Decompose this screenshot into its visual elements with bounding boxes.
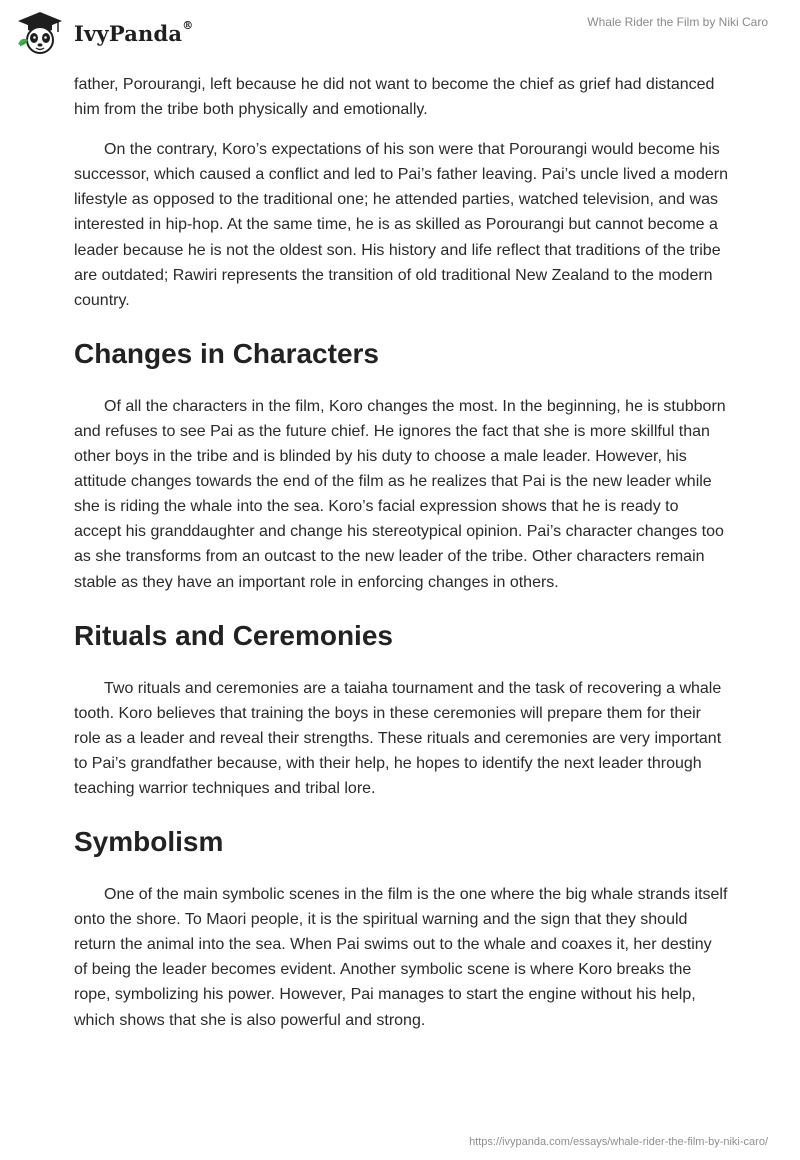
paragraph: Of all the characters in the film, Koro changes the most. In the beginning, he is stubborn and refuses to see Pai as the future chief. He ignores the fact that she is more skillful than other boys in the tribe and is blinded by his duty to choose a male leader. However, his attitude changes towards the end of the film as he realizes that Pai is the new leader while she is riding the whale into the sea. Koro’s facial expression shows that he is ready to accept his granddaughter and change his stereotypical opinion. Pai’s character changes too as she transforms from an outcast to the new leader of the tribe. Other characters remain stable as they have an important role in enforcing changes in others. (74, 397, 726, 591)
paragraph: One of the main symbolic scenes in the film is the one where the big whale strands itself onto the shore. To Maori people, it is the spiritual warning and the sign that they should return the animal into the sea. When Pai swims out to the whale and coaxes it, her destiny of being the leader becomes evident. Another symbolic scene is where Koro breaks the rope, symbolizing his power. However, Pai manages to start the engine without his help, which shows that she is also powerful and strong. (74, 886, 728, 1029)
brand-name: IvyPanda® (74, 18, 194, 46)
paragraph: Two rituals and ceremonies are a taiaha tournament and the task of recovering a whale tooth. Koro believes that training the boys in these ceremonies will prepare them for their role as a leader and reveal their strengths. These rituals and ceremonies are very important to Pai’s grandfather because, with their help, he hopes to identify the next leader through teaching warrior techniques and tribal lore. (74, 679, 722, 797)
panda-graduate-icon (14, 10, 66, 56)
page-header (0, 0, 800, 70)
section-heading-symbolism: Symbolism (74, 826, 224, 858)
section-heading-rituals-and-ceremonies: Rituals and Ceremonies (74, 619, 393, 651)
document-title: Whale Rider the Film by Niki Caro (587, 15, 768, 29)
ivypanda-logo[interactable] (14, 10, 193, 56)
section-heading-changes-in-characters: Changes in Characters (74, 337, 379, 369)
essay-body (74, 72, 728, 1048)
paragraph: father, Porourangi, left because he did not want to become the chief as grief had distanced him from the tribe both physically and emotionally. (74, 76, 715, 119)
paragraph: On the contrary, Koro’s expectations of his son were that Porourangi would become his successor, which caused a conflict and led to Pai’s father leaving. Pai’s uncle lived a modern lifestyle as opposed to the traditional one; he attended parties, watched television, and was interested in hip-hop. At the same time, he is as skilled as Porourangi but cannot become a leader because he is not the oldest son. His history and life reflect that traditions of the tribe are outdated; Rawiri represents the transition of old traditional New Zealand to the modern country. (74, 141, 728, 309)
source-url-link[interactable]: https://ivypanda.com/essays/whale-rider-the-film-by-niki-caro/ (469, 1136, 768, 1148)
